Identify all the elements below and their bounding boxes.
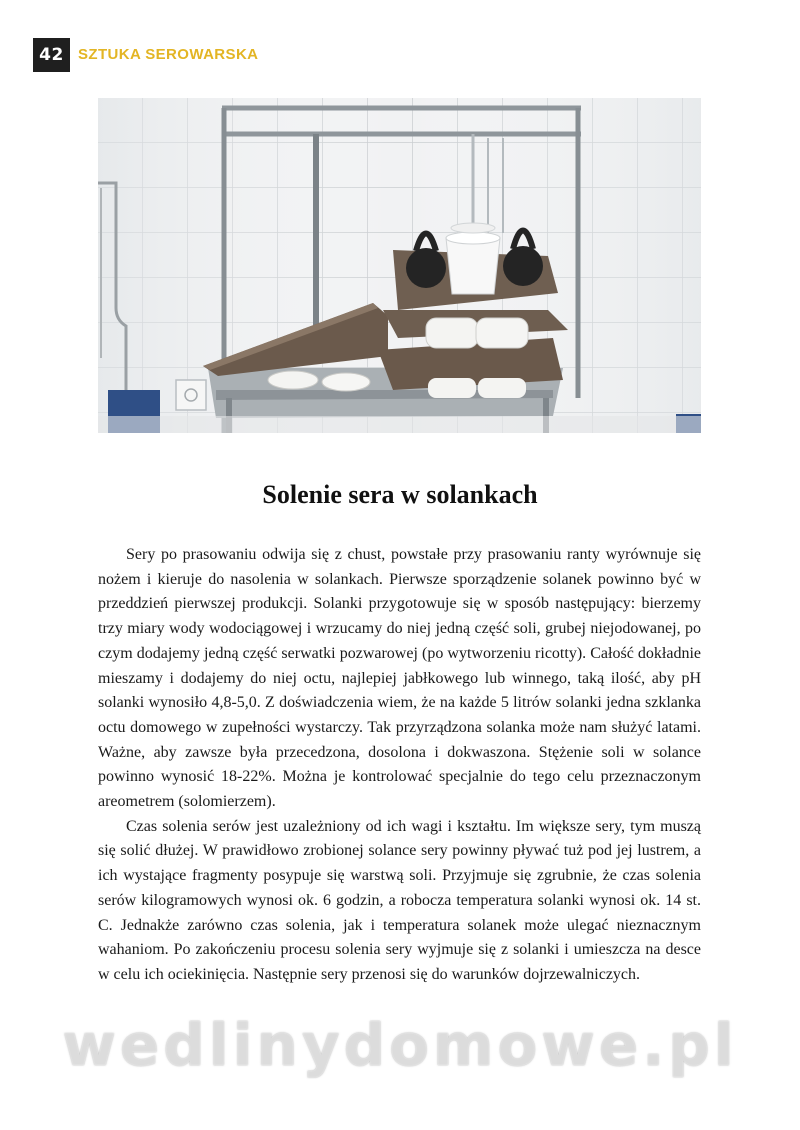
article-body [98, 543, 701, 988]
paragraph-1: Sery po prasowaniu odwija się z chust, powstałe przy prasowaniu ranty wyrównuje się nożem i kieruje do nasolenia w solankach. Pierwsze sporządzenie solanek powinno być w przeddzień pierwszej produkcji. Solanki przygotowuje się w sposób następujący: bierzemy trzy miary wody wodociągowej i wrzucamy do niej jedną część soli, grubej niejodowanej, po czym dodajemy jedną część serwatki pozwarowej (po wytworzeniu ricotty). Całość dokładnie mieszamy i dodajemy do niej octu, najlepiej jabłkowego lub winnego, taką ilość, aby pH solanki wynosiło 4,8-5,0. Z doświadczenia wiem, że na każde 5 litrów solanki jedna szklanka octu domowego w zupełności wystarczy. Tak przyrządzona solanka może nam służyć latami. Ważne, aby zawsze była przecedzona, dosolona i dokwaszona. Stężenie soli w solance powinno wynosić 18-22%. Można je kontrolować specjalnie do tego celu przeznaczonym areometrem (solomierzem). [98, 546, 701, 811]
cheese-press-illustration [98, 98, 701, 433]
page-number: 42 [39, 45, 64, 65]
paragraph-2: Czas solenia serów jest uzależniony od ich wagi i kształtu. Im większe sery, tym muszą się solić dłużej. W prawidłowo zrobionej solance sery powinny pływać tuż pod jej lustrem, a ich wystające fragmenty posypuje się warstwą soli. Przyjmuje się zgrubnie, że czas solenia serów kilogramowych wynosi ok. 6 godzin, a robocza temperatura solanki wynosi ok. 14 st. C. Jednakże zarówno czas solenia, jak i temperatura solanek może ulegać nieznacznym wahaniom. Po zakończeniu procesu solenia sery wyjmuje się z solanki i umieszcza na desce w celu ich ociekinięcia. Następnie sery przenosi się do warunków dojrzewalniczych. [98, 817, 701, 983]
running-head: SZTUKA SEROWARSKA [78, 46, 259, 63]
watermark: wedlinydomowe.pl [62, 1011, 738, 1079]
cheese-press-photo [98, 98, 701, 433]
article-title: Solenie sera w solankach [262, 480, 538, 509]
page-number-tab [33, 38, 70, 72]
